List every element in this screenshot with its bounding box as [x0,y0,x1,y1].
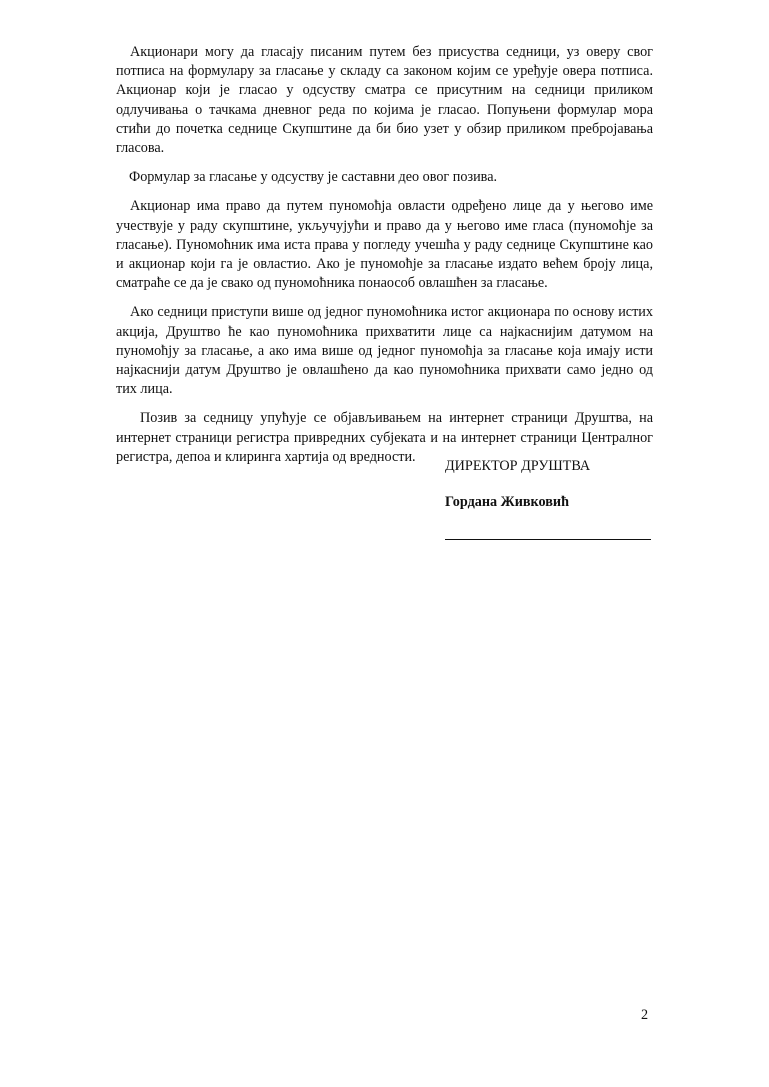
signature-title: ДИРЕКТОР ДРУШТВА [445,458,591,474]
page-number: 2 [641,1007,649,1023]
document-body [116,43,653,477]
paragraph-proxy-rights: Акционар има право да путем пуномоћја овласти одређено лице да у његово име учествује у раду скупштине, укључујући и право да у његово име гласа (пуномоћје за гласање). Пуномоћник има иста права у погледу учешћа у раду седнице Скупштине као и акционар који га је овластио. Ако је пуномоћје за гласање издато већем броју лица, сматраће се да је свако од пуномоћника понаособ овлашћен за гласање. [116,198,653,292]
signature-block [445,457,655,512]
signature-name: Гордана Живковић [445,494,569,510]
paragraph-written-voting: Акционари могу да гласају писаним путем без присуства седници, уз оверу свог потписа на формулару за гласање у складу са законом којим се уређује овера потписа. Акционар који је гласао у одсуству сматра се присутним на седници приликом одлучивања о тачкама дневног реда по којима је гласао. Попуњени формулар мора стићи до почетка седнице Скупштине да би био узет у обзир приликом пребројавања гласова. [116,44,653,157]
paragraph-multiple-proxies: Ако седници приступи више од једног пуномоћника истог акционара по основу истих акција, Друштво ће као пуномоћника прихватити лице са најкаснијим датумом на пуномоћју за гласање, а ако има више од једног пуномоћја за гласање која имају исти најкаснији датум Друштво је овлашћено да као пуномоћника прихвати само једно од тих лица. [116,304,653,398]
signature-line [445,539,651,540]
paragraph-voting-form: Формулар за гласање у одсуству је саставни део овог позива. [129,169,498,186]
paragraph-publication: Позив за седницу упућује се објављивањем на интернет страници Друштва, на интернет страници регистра привредних субјеката и на интернет страници Централног регистра, депоа и клиринга хартија од вредности. [116,410,653,465]
